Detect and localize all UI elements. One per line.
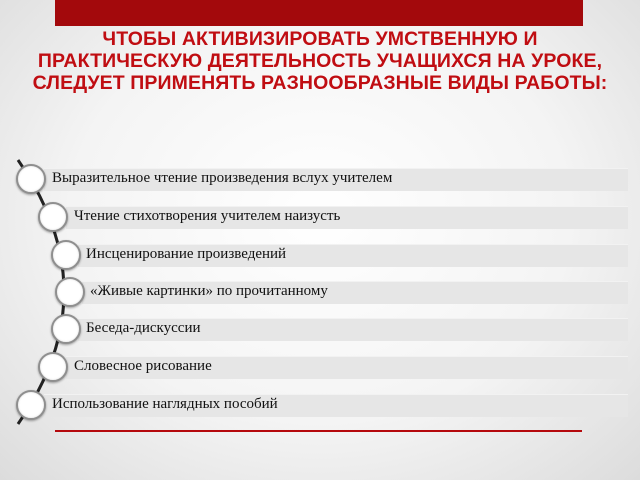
circle-bullet-icon [55,277,85,307]
circle-bullet-icon [51,314,81,344]
list-item-label: Выразительное чтение произведения вслух учителем [52,170,393,186]
slide-title: ЧТОБЫ АКТИВИЗИРОВАТЬ УМСТВЕННУЮ И ПРАКТИЧЕСКУЮ ДЕЯТЕЛЬНОСТЬ УЧАЩИХСЯ НА УРОКЕ, СЛЕДУЕТ ПРИМЕНЯТЬ РАЗНООБРАЗНЫЕ ВИДЫ РАБОТЫ: [32,28,608,94]
circle-bullet-icon [16,164,46,194]
circle-bullet-icon [38,202,68,232]
list-item [0,164,640,194]
list-item [0,390,640,420]
list-item-label: Беседа-дискуссии [86,320,201,336]
list-item [0,314,640,344]
list-item [0,277,640,307]
circle-bullet-icon [16,390,46,420]
list-item [0,202,640,232]
circle-bullet-icon [38,352,68,382]
list-item-label: Использование наглядных пособий [52,396,278,412]
list-item [0,352,640,382]
list-item-label: Словесное рисование [74,358,212,374]
circle-bullet-icon [51,240,81,270]
list-item [0,240,640,270]
bottom-accent-line [55,430,582,432]
list-item-label: Инсценирование произведений [86,246,287,262]
list-item-label: Чтение стихотворения учителем наизусть [74,208,341,224]
list-item-label: «Живые картинки» по прочитанному [90,283,328,299]
